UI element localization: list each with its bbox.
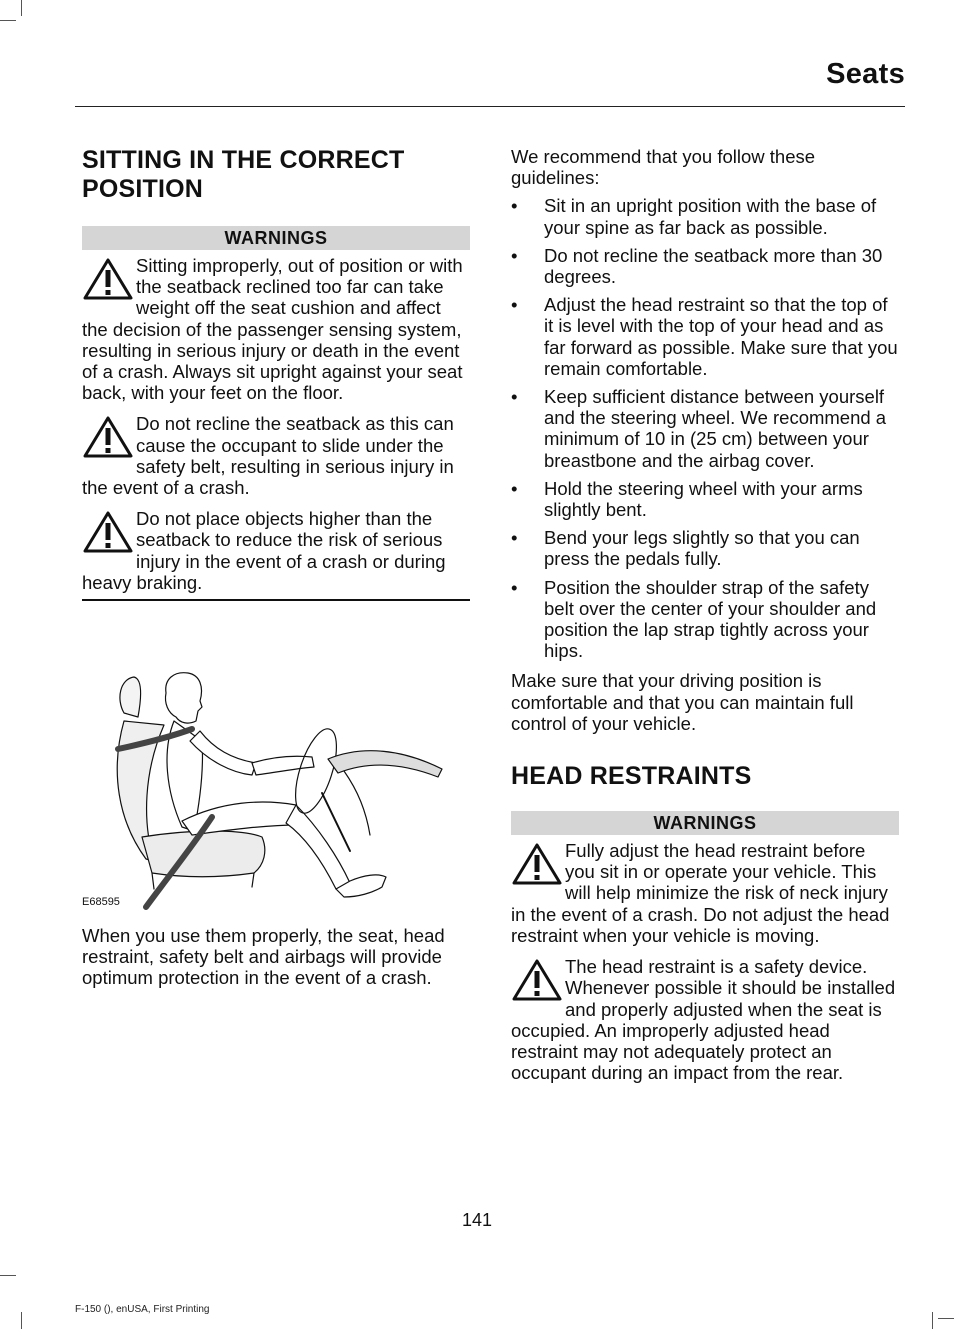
left-column	[82, 146, 470, 989]
crop-mark-bottom-left-h	[0, 1275, 16, 1276]
list-item-text: Hold the steering wheel with your arms slightly bent.	[544, 477, 863, 521]
warning-triangle-icon	[82, 414, 134, 460]
warning-text: Fully adjust the head restraint before you sit in or operate your vehicle. This will help minimize the risk of neck injury in the event of a crash. Do not adjust the head restraint when your vehicle is moving.	[511, 840, 890, 946]
bullet-glyph: •	[511, 244, 518, 266]
bullet-glyph: •	[511, 477, 518, 499]
list-item-text: Bend your legs slightly so that you can press the pedals fully.	[544, 527, 860, 570]
list-item	[511, 386, 899, 471]
list-item	[511, 195, 899, 237]
page-title: Seats	[826, 58, 905, 90]
crop-mark-bottom-left-v	[21, 1312, 22, 1329]
warning-text: Do not recline the seatback as this can cause the occupant to slide under the safety belt, resulting in serious injury in the event of a crash.	[82, 413, 454, 499]
warning-triangle-icon	[511, 841, 563, 887]
crop-mark-top-left-h	[0, 20, 16, 21]
driver-seated-illustration	[82, 621, 470, 921]
bullet-glyph: •	[511, 576, 518, 598]
warnings-header: WARNINGS	[511, 811, 899, 835]
footer-edition: F-150 (), enUSA, First Printing	[75, 1304, 210, 1315]
list-item	[511, 577, 899, 662]
page-number: 141	[461, 1210, 493, 1230]
bullet-glyph: •	[511, 386, 518, 408]
title-divider	[75, 106, 905, 107]
warning-text: The head restraint is a safety device. Whenever possible it should be installed and properly adjusted when the seat is occupied. An improperly adjusted head restraint may not adequately protect an occupant during an impact from the rear.	[511, 956, 896, 1084]
warning-triangle-icon	[511, 957, 563, 1003]
list-item	[511, 478, 899, 520]
list-item	[511, 245, 899, 287]
crop-mark-top-left-v	[21, 0, 22, 16]
list-item-text: Do not recline the seatback more than 30 degrees.	[544, 244, 883, 288]
list-item-text: Adjust the head restraint so that the top of it is level with the top of your head and as far forward as possible. Make sure that you remain comfortable.	[544, 294, 898, 379]
seating-position-illustration	[82, 621, 470, 921]
paragraph-guidelines-intro: We recommend that you follow these guidelines:	[511, 146, 816, 189]
warnings-header: WARNINGS	[82, 226, 470, 250]
list-item-text: Sit in an upright position with the base of your spine as far back as possible.	[544, 195, 877, 238]
warning-item	[82, 255, 470, 403]
list-item	[511, 527, 899, 569]
warning-item	[511, 956, 899, 1083]
crop-mark-bottom-right-v	[932, 1312, 933, 1329]
section-title-sitting-position: SITTING IN THE CORRECT POSITION	[82, 146, 405, 203]
right-column	[511, 146, 899, 1083]
warning-triangle-icon	[82, 509, 134, 555]
guidelines-list	[511, 195, 899, 661]
figure-code: E68595	[82, 896, 120, 909]
list-item-text: Keep sufficient distance between yourself and the steering wheel. We recommend a minimum of 10 in (25 cm) between your breastbone and the airbag cover.	[544, 386, 887, 471]
list-item	[511, 294, 899, 379]
bullet-glyph: •	[511, 527, 518, 549]
bullet-glyph: •	[511, 195, 518, 217]
paragraph-protection: When you use them properly, the seat, head restraint, safety belt and airbags will provide optimum protection in the event of a crash.	[82, 925, 445, 989]
warning-triangle-icon	[82, 256, 134, 302]
paragraph-driving-position: Make sure that your driving position is comfortable and that you can maintain full control of your vehicle.	[511, 670, 854, 734]
section-title-head-restraints: HEAD RESTRAINTS	[511, 762, 752, 791]
warning-item	[82, 413, 470, 498]
bullet-glyph: •	[511, 294, 518, 316]
warning-text: Sitting improperly, out of position or with the seatback reclined too far can take weight off the seat cushion and affect the decision of the passenger sensing system, resulting in serious injury or death in the event of a crash. Always sit upright against your seat back, with your feet on the floor.	[82, 255, 463, 404]
warning-item	[511, 840, 899, 946]
warning-item	[82, 508, 470, 593]
warning-text: Do not place objects higher than the seatback to reduce the risk of serious injury in the event of a crash or during heavy braking.	[82, 508, 446, 593]
crop-mark-bottom-right-h	[938, 1318, 954, 1319]
list-item-text: Position the shoulder strap of the safety belt over the center of your shoulder and position the lap strap tightly across your hips.	[544, 576, 877, 662]
